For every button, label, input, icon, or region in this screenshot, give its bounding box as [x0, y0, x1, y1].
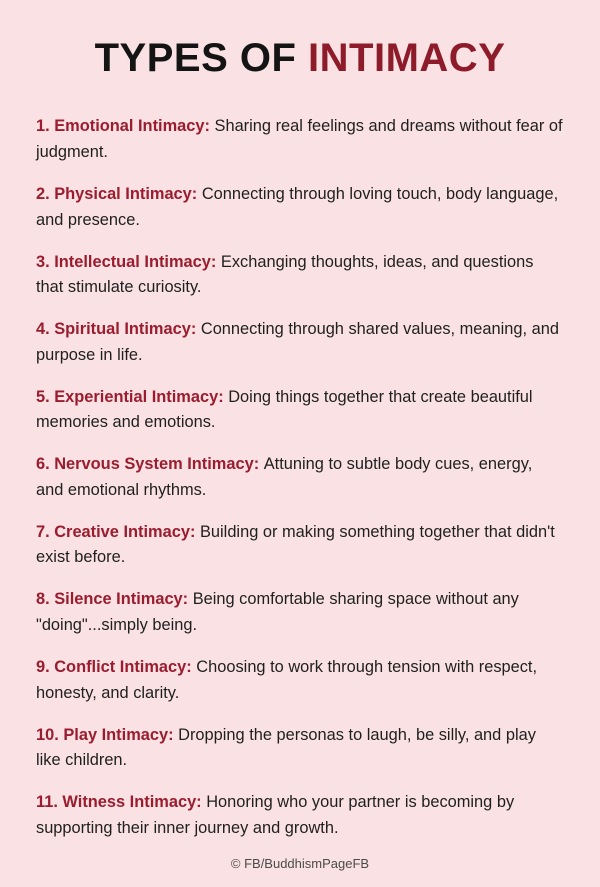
list-item [36, 790, 564, 841]
list-item [36, 723, 564, 774]
list-item-body: Dropping the personas to laugh, be silly, and play like children. [36, 725, 536, 770]
list-item-lead: 5. Experiential Intimacy: [36, 387, 229, 406]
list-item [36, 385, 564, 436]
list-item-lead: 1. Emotional Intimacy: [36, 117, 215, 136]
list-item-body: Connecting through loving touch, body language, and presence. [36, 184, 559, 229]
list-item [36, 182, 564, 233]
list-item [36, 520, 564, 571]
page-title-highlight: INTIMACY [308, 36, 506, 80]
list-item [36, 587, 564, 638]
list-item-body: Connecting through shared values, meaning, and purpose in life. [36, 320, 559, 364]
page-title [34, 36, 566, 80]
list-item-body: Doing things together that create beautiful memories and emotions. [36, 387, 533, 432]
intimacy-type-list [34, 98, 566, 848]
list-item [36, 250, 564, 301]
list-item-body: Attuning to subtle body cues, energy, and emotional rhythms. [36, 455, 533, 499]
list-item-lead: 3. Intellectual Intimacy: [36, 252, 221, 271]
list-item-lead: 6. Nervous System Intimacy: [36, 455, 264, 474]
footer-credit: © FB/BuddhismPageFB [230, 856, 370, 872]
list-item-lead: 9. Conflict Intimacy: [36, 658, 197, 677]
list-item-lead: 2. Physical Intimacy: [36, 184, 202, 203]
list-item-body: Honoring who your partner is becoming by supporting their inner journey and growth. [36, 793, 515, 837]
list-item-body: Choosing to work through tension with respect, honesty, and clarity. [36, 658, 538, 702]
list-item-lead: 7. Creative Intimacy: [36, 522, 200, 541]
list-item [36, 452, 564, 503]
list-item-lead: 10. Play Intimacy: [36, 725, 179, 744]
list-item-lead: 4. Spiritual Intimacy: [36, 320, 201, 339]
list-item [36, 114, 564, 165]
list-item [36, 655, 564, 706]
list-item-body: Building or making something together that didn't exist before. [36, 522, 555, 567]
list-item-lead: 8. Silence Intimacy: [36, 590, 193, 609]
list-item-body: Sharing real feelings and dreams without fear of judgment. [36, 117, 563, 161]
list-item-body: Exchanging thoughts, ideas, and questions that stimulate curiosity. [36, 252, 534, 297]
list-item [36, 317, 564, 368]
list-item-lead: 11. Witness Intimacy: [36, 793, 207, 812]
page-title-prefix: TYPES OF [94, 36, 309, 80]
list-item-body: Being comfortable sharing space without any "doing"...simply being. [36, 590, 519, 635]
